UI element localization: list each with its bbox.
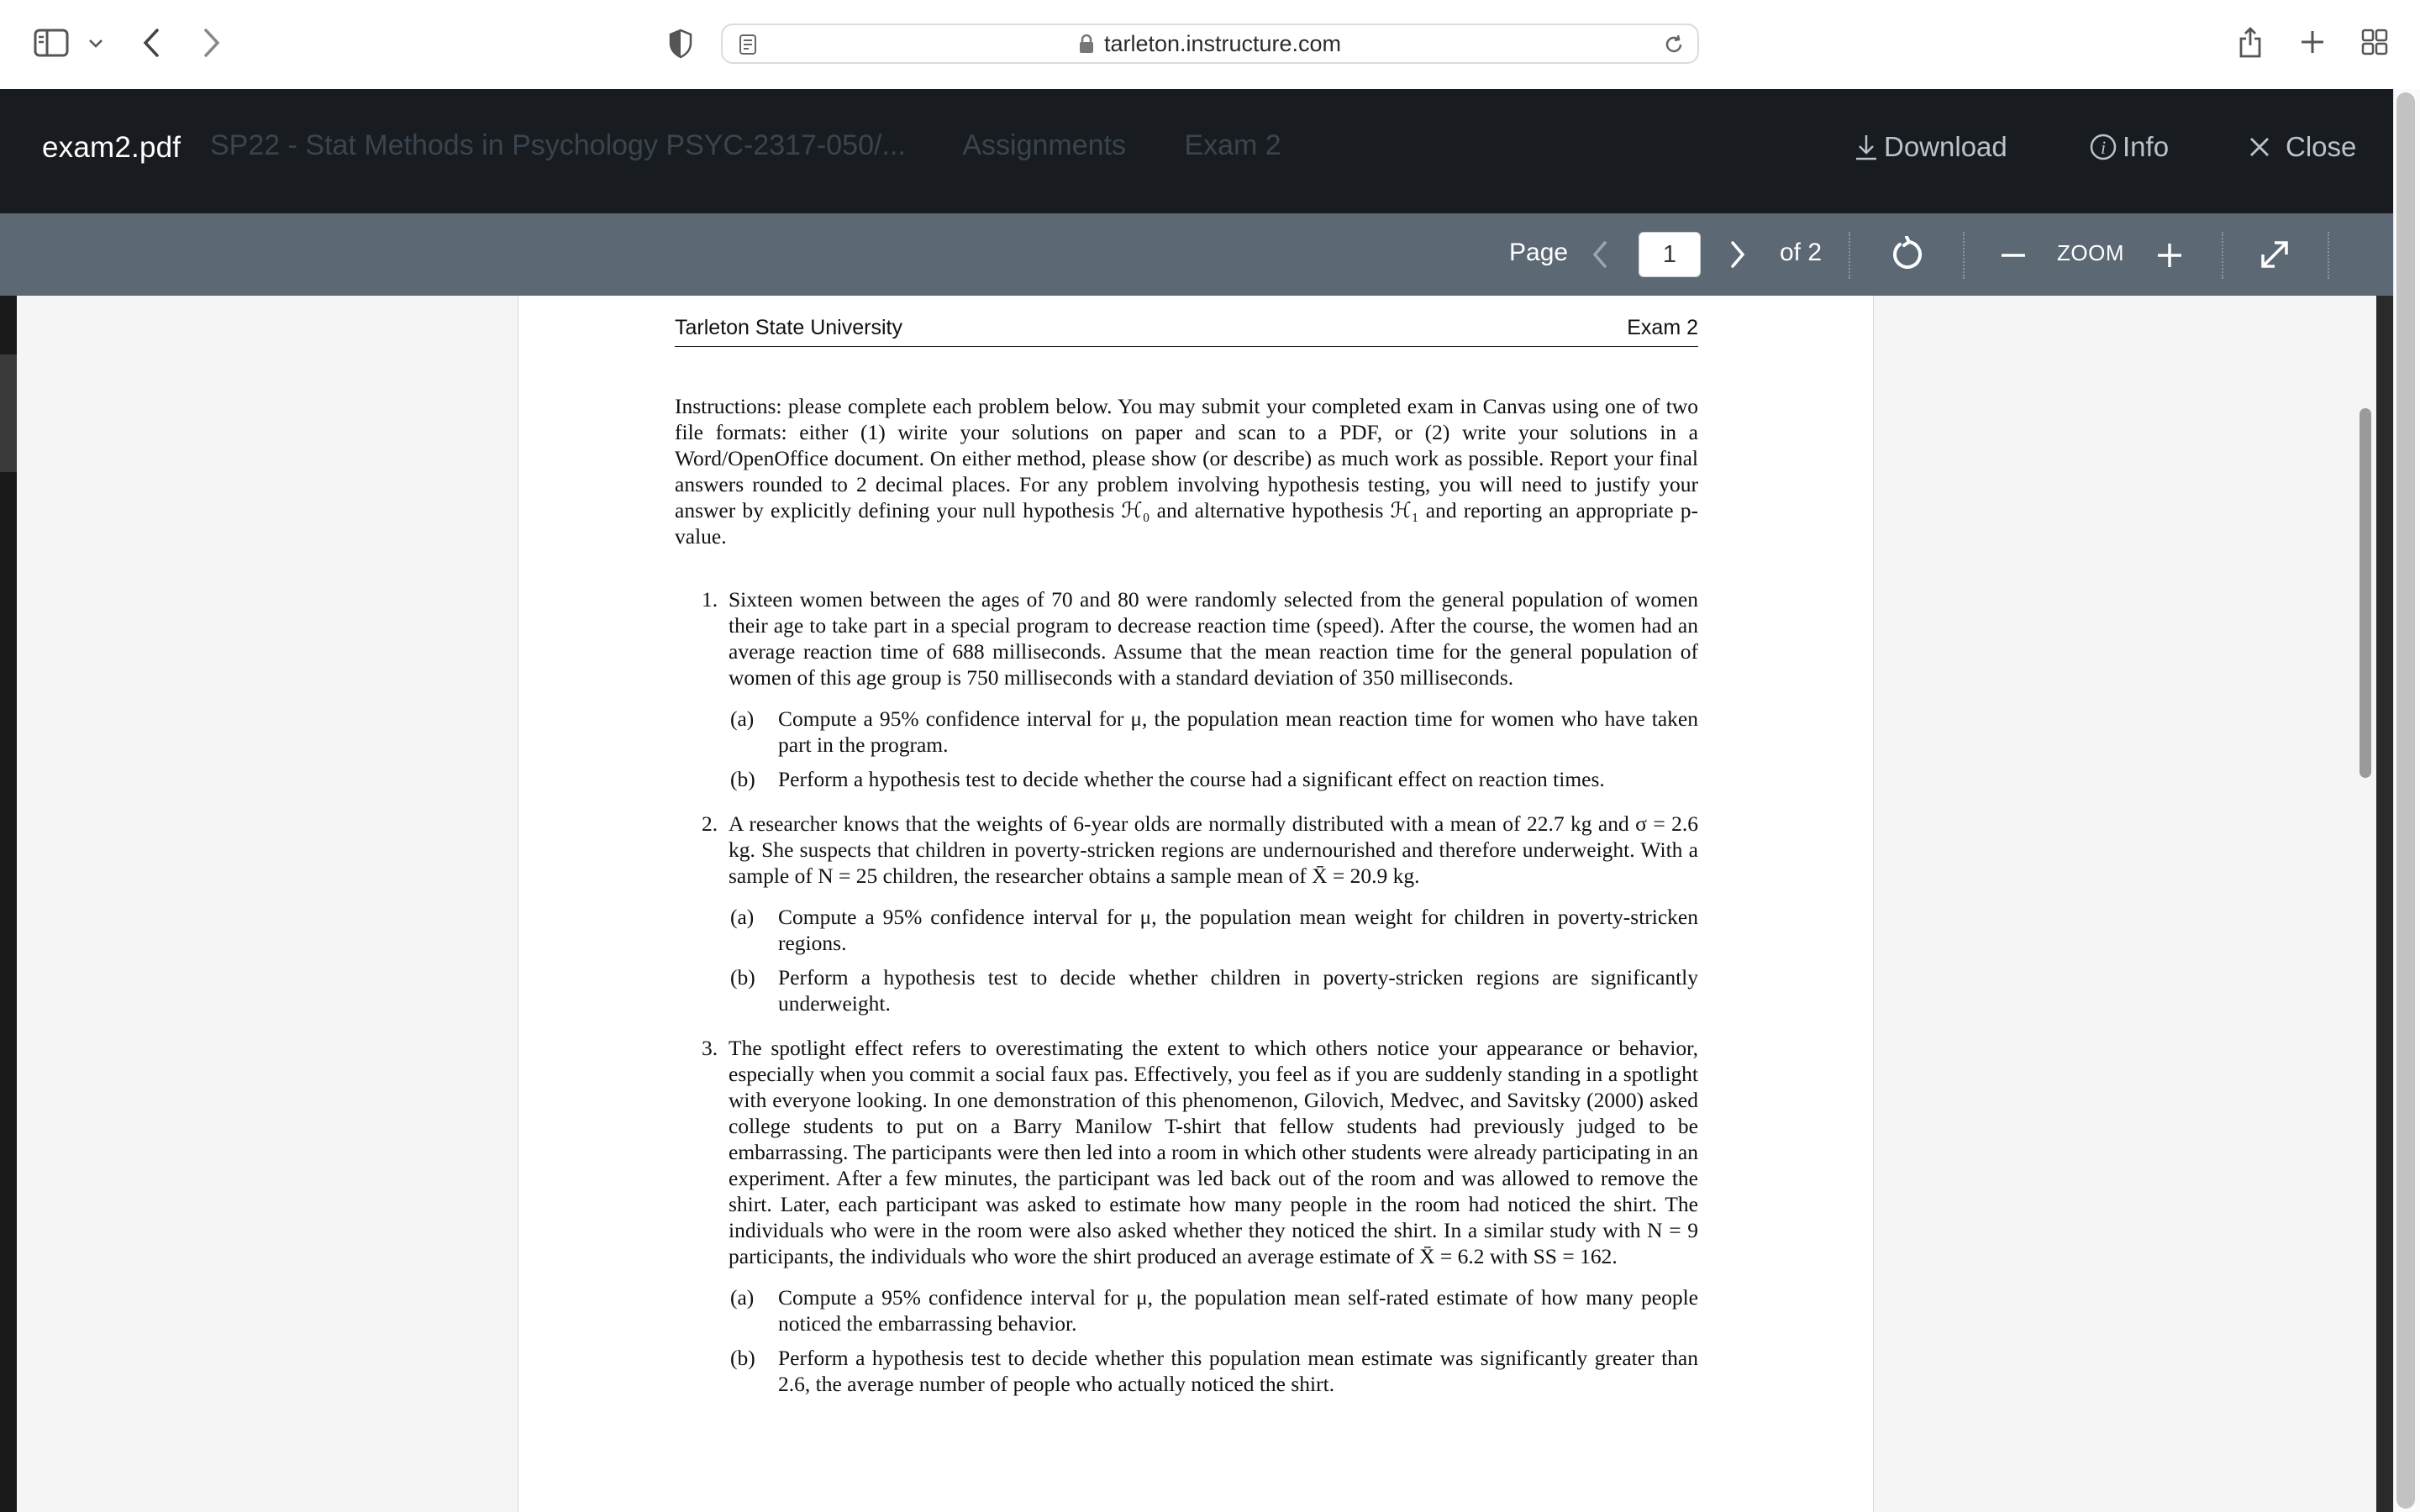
question-part [730,706,1698,758]
part-text: Compute a 95% confidence interval for μ, the population mean reaction time for women who have taken part in the program. [778,706,1698,757]
close-label: Close [2286,131,2357,162]
sidebar-icon[interactable] [32,27,71,59]
part-label: (a) [730,706,755,731]
part-label: (b) [730,767,755,791]
rotate-button[interactable] [1886,230,1931,279]
back-icon[interactable] [134,25,168,60]
header-exam: Exam 2 [1627,316,1698,339]
info-label: Info [2123,131,2170,162]
zoom-label: ZOOM [2057,240,2124,265]
browser-toolbar [0,0,2420,90]
download-label: Download [1884,131,2007,162]
page-count: of 2 [1780,239,1823,266]
toolbar-divider [2222,232,2223,279]
svg-text:i: i [2100,137,2107,158]
instructions-paragraph: Instructions: please complete each problem below. You may submit your completed exam in Canvas using one of two file formats: either (1) wirite your solutions on paper and scan to a PDF, or (2) write your solutions in a Word/OpenOffice document. On either method, please show (or describe) as much work as possible. Report your final answers rounded to 2 decimal places. For any problem involving hypothesis testing, you will need to justify your answer by explicitly defining your null hypothesis ℋ₀ and alternative hypothesis ℋ₁ and reporting an appropriate p-value. [675,394,1698,549]
download-icon [1854,133,1884,161]
question-item [675,811,1698,1016]
page-running-header [675,316,1698,347]
info-icon [2089,133,2123,161]
left-edge [0,296,17,1512]
forward-icon[interactable] [195,25,229,60]
question-number: 3. [702,1036,718,1060]
close-button[interactable] [2249,131,2356,163]
part-text: Perform a hypothesis test to decide whether this population mean estimate was significantly greater than 2.6, the average number of people who actually noticed the shirt. [778,1346,1698,1396]
toolbar-divider [1963,232,1965,279]
info-button[interactable] [2089,131,2169,163]
plus-icon[interactable] [2296,25,2329,59]
file-name-title: exam2.pdf [42,131,182,164]
question-part [730,964,1698,1016]
breadcrumb-exam: Exam 2 [1184,129,1281,161]
part-text: Compute a 95% confidence interval for μ, the population mean self-rated estimate of how many people noticed the embarrassing behavior. [778,1285,1698,1336]
download-button[interactable] [1854,131,2007,163]
part-text: Perform a hypothesis test to decide whether children in poverty-stricken regions are significantly underweight. [778,965,1698,1016]
part-text: Compute a 95% confidence interval for μ, the population mean weight for children in poverty-stricken regions. [778,905,1698,955]
close-icon [2249,136,2275,158]
lock-icon [1079,34,1094,54]
question-item [675,586,1698,792]
page-number-input[interactable] [1639,232,1701,277]
toolbar-divider [2328,232,2329,279]
question-part [730,904,1698,956]
header-university: Tarleton State University [675,316,902,339]
previous-page-button[interactable] [1583,234,1617,276]
question-number: 1. [702,587,718,612]
chevron-down-icon[interactable] [84,32,108,55]
zoom-out-button[interactable] [1996,239,2030,272]
document-body [675,393,1698,1415]
question-number: 2. [702,811,718,836]
part-label: (b) [730,965,755,990]
question-text: A researcher knows that the weights of 6-year olds are normally distributed with a mean of 22.7 kg and σ = 2.6 kg. She suspects that children in poverty-stricken regions are undernourished and therefore underweight. With a sample of N = 25 children, the researcher obtains a sample mean of X̄ = 20.9 kg. [729,811,1698,888]
reload-icon[interactable] [1660,32,1687,57]
pdf-page [518,296,1874,1512]
page-scrollbar-thumb[interactable] [2396,92,2415,1509]
next-page-button[interactable] [1721,234,1754,276]
breadcrumb-course: SP22 - Stat Methods in Psychology PSYC-2317-050/... [210,129,906,161]
url-text[interactable]: tarleton.instructure.com [1103,30,1342,56]
question-item [675,1035,1698,1397]
pdf-toolbar [0,213,2393,296]
shield-icon[interactable] [664,25,697,62]
question-part [730,1284,1698,1336]
part-label: (a) [730,905,755,929]
background-breadcrumb [210,129,1332,162]
toolbar-divider [1849,232,1850,279]
breadcrumb-assignments: Assignments [962,129,1126,161]
page-label: Page [1509,239,1569,266]
share-icon[interactable] [2233,22,2267,62]
address-bar[interactable] [721,24,1699,64]
question-part [730,1345,1698,1397]
question-part [730,766,1698,792]
fullscreen-button[interactable] [2254,234,2296,276]
part-label: (a) [730,1285,755,1310]
question-text: Sixteen women between the ages of 70 and 80 were randomly selected from the general population of women their age to take part in a special program to decrease reaction time (speed). After the course, the women had an average reaction time of 688 milliseconds. Assume that the mean reaction time for the general population of women of this age group is 750 milliseconds with a standard deviation of 350 milliseconds. [729,587,1698,690]
viewer-scrollbar-thumb[interactable] [2360,408,2371,778]
pdf-viewport[interactable] [17,296,2376,1512]
zoom-in-button[interactable] [2153,239,2186,272]
tab-overview-icon[interactable] [2358,25,2391,59]
part-label: (b) [730,1346,755,1370]
question-text: The spotlight effect refers to overestimating the extent to which others notice your appearance or behavior, especially when you commit a social faux pas. Effectively, you feel as if you are suddenly standing in a spotlight with everyone looking. In one demonstration of this phenomenon, Gilovich, Medvec, and Savitsky (2000) asked college students to put on a Barry Manilow T-shirt that fellow students had previously judged to be embarrassing. The participants were then led into a room in which other students were already participating in an experiment. After a few minutes, the participant was led back out of the room and was allowed to remove the shirt. Later, each participant was asked to estimate how many people in the room had noticed the shirt. The individuals who were in the room were also asked whether they noticed the shirt. In a similar study with N = 9 participants, the individuals who wore the shirt produced an average estimate of X̄ = 6.2 with SS = 162. [729,1036,1698,1268]
part-text: Perform a hypothesis test to decide whether the course had a significant effect on reaction times. [778,767,1605,791]
file-preview-header [0,89,2393,213]
